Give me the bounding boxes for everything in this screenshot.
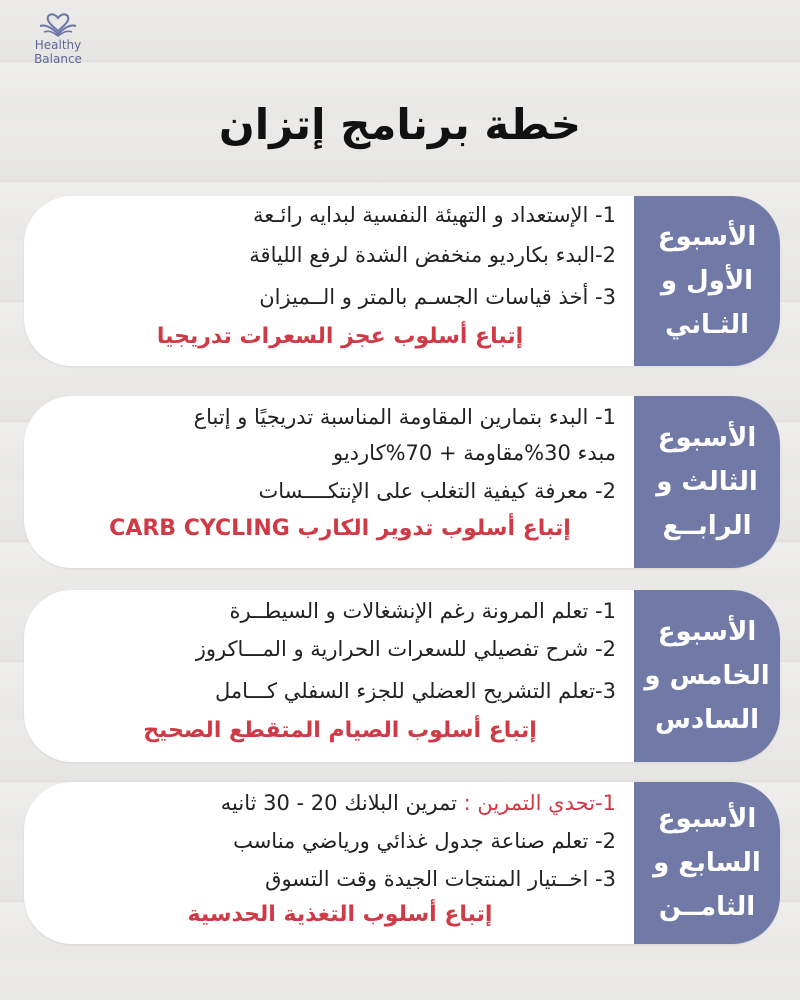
challenge-item — [64, 788, 616, 818]
week-label: الأسبوع الثالث و الرابــع — [656, 423, 758, 541]
list-item: 3- أخذ قياسات الجسـم بالمتر و الــميزان — [259, 285, 616, 309]
week-items — [64, 196, 616, 366]
list-item: 2-البدء بكارديو منخفض الشدة لرفع اللياقة — [249, 243, 616, 267]
week-label: الأسبوع السابع و الثامــن — [653, 804, 761, 922]
week-label: الأسبوع الخامس و السادس — [644, 617, 770, 735]
brand-name-line2: Balance — [34, 52, 82, 66]
week-label-panel — [634, 196, 780, 366]
week-highlight: إتباع أسلوب عجز السعرات تدريجيا — [156, 324, 524, 349]
week-label-panel — [634, 590, 780, 762]
list-item: 1- الإستعداد و التهيئة النفسية لبدايه رائـعة — [253, 203, 616, 227]
week-card-3 — [24, 590, 780, 762]
week-label: الأسبوع الأول و الثـاني — [657, 222, 757, 340]
challenge-text: تمرين البلانك 20 - 30 ثانيه — [220, 791, 457, 815]
brand-name-line1: Healthy — [34, 38, 82, 52]
page-title: خطة برنامج إتزان — [218, 100, 582, 149]
week-card-2 — [24, 396, 780, 568]
week-label-panel — [634, 396, 780, 568]
challenge-label: 1-تحدي التمرين : — [463, 791, 616, 815]
list-item: 1- البدء بتمارين المقاومة المناسبة تدريجيًا و إتباع — [193, 405, 616, 429]
week-card-1 — [24, 196, 780, 366]
week-label-panel — [634, 782, 780, 944]
week-highlight: إتباع أسلوب الصيام المتقطع الصحيح — [143, 718, 537, 743]
list-item: مبدء 30%مقاومة + 70%كارديو — [332, 441, 616, 465]
week-items — [64, 396, 616, 568]
list-item: 2- شرح تفصيلي للسعرات الحرارية و المـــاكروز — [195, 637, 616, 661]
week-highlight: إتباع أسلوب تدوير الكارب CARB CYCLING — [109, 516, 571, 541]
week-items — [64, 782, 616, 944]
week-items — [64, 590, 616, 762]
list-item: 3- اخــتيار المنتجات الجيدة وقت التسوق — [265, 867, 616, 891]
brand-logo — [18, 12, 98, 66]
list-item: 2- معرفة كيفية التغلب على الإنتكــــسات — [258, 479, 616, 503]
week-card-4 — [24, 782, 780, 944]
week-highlight: إتباع أسلوب التغذية الحدسية — [187, 902, 493, 927]
list-item: 1- تعلم المرونة رغم الإنشغالات و السيطــرة — [229, 599, 616, 623]
list-item: 3-تعلم التشريح العضلي للجزء السفلي كـــامل — [215, 679, 616, 703]
heart-lotus-icon — [36, 12, 80, 38]
list-item: 2- تعلم صناعة جدول غذائي ورياضي مناسب — [233, 829, 616, 853]
